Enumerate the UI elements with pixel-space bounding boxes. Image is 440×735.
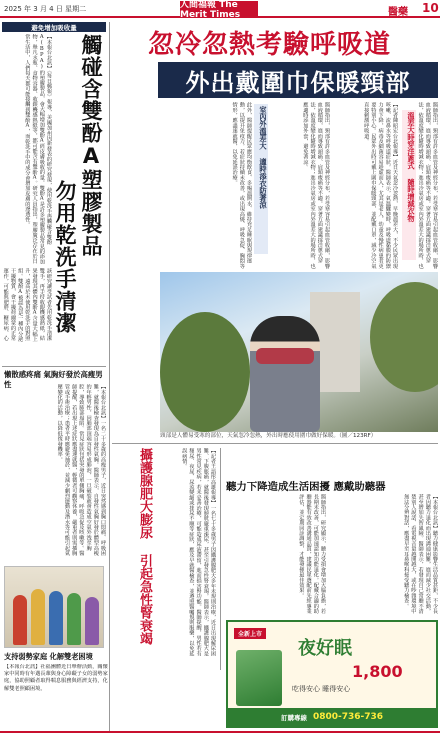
left-kicker: 避免增加吸收量 [31,23,77,32]
ad-title: 夜好眠 [298,638,352,659]
hearing-body-1: 【本報台北訊】聽力健康影響生活品質甚鉅，不少長者因聽力退化而出現溝通困難，進而減少社交活動，甚至增加失智風險。醫師表示，若發現自己常聽不清楚別人說話、看電視音量越開越大，或在吵雜環境中無法分辨對話，應盡早至耳鼻喉科接受聽力檢查。 [403,494,438,614]
person-figure [31,589,45,645]
prostate-headline: 攝護腺肥大膨尿 引起急性腎衰竭 [137,448,152,645]
person-figure [13,595,27,645]
advertisement [226,620,438,728]
main-subhead-1: 溫差大時穿洋蔥式 隨時增減衣物 [402,110,416,260]
ad-phone-label: 訂購專線 [280,713,307,722]
ad-price: 1,800 [352,662,403,681]
main-body-2: 醫師指出，頸部有許多血管及神經分布，若受寒容易引起血管收縮，影響血液循環，進而導致頭痛、肩頸痠痛等不適。穿著方面建議採洋蔥式穿法，依溫度變化隨時增減衣物；進出冷氣房或室內外溫差大的場所時，也應適時添加外套，避免著涼。 [302,102,330,269]
main-body-1b: 醫師指出，頸部有許多血管及神經分布，若受寒容易引起血管收縮，影響血液循環，進而導致頭痛、肩頸痠痛等不適。穿著方面建議採洋蔥式穿法，依溫度變化隨時增減衣物；進出冷氣房或室內外溫差大的場所時，也 [418,102,438,269]
left-lead: 【本報台北訊】《每日郵報》報導，美國加州因新發表的研究發現，使用乾洗手再觸碰含雙酚A(BPA)的塑膠製品，會大幅增加雙酚A經皮膚吸收的量。雙酚A是許多塑膠製品常見的添加物，舉凡水瓶、食物容器、收銀機感熱紙等，都可能含有雙酚A。研究人員指出，塑膠廣泛存在於日常生活中，人們每天都可能接觸到雙酚A，而乾洗手中的成分會增加皮膚的滲透性。 [24,34,52,264]
photo-left-headline: 支持弱勢家庭 化解雙老困境 [4,652,93,661]
photo-left-body: 【本報台北訊】社福團體近日舉辦活動，關懷家中同時有年邁長輩與身心障礙子女的弱勢家庭，協助照顧者取得喘息服務與經濟支持，化解雙老照顧困境。 [4,664,108,692]
left-headline-1: 觸碰含雙酚A塑膠製品 [79,34,103,257]
main-headline-1: 忽冷忽熱考驗呼吸道 [148,30,392,60]
main-photo-caption: 頸部是人體易受寒的部位，天氣忽冷忽熱，外出時應使用圍巾做好保暖。（圖／123RF） [160,433,377,439]
main-headline-2: 外出戴圍巾保暖頸部 [185,68,411,97]
column-divider [109,22,110,732]
left-headline-2: 勿用乾洗手清潔 [53,180,77,334]
mid-headline: 懶散感疼痛 氣胸好發於高瘦男性 [4,370,103,389]
ad-top-label: 全新上市 [234,628,266,639]
section-divider [112,443,438,444]
prostate-body: 【記者王語彤高雄報導】一名七十多歲男子因攝護腺肥大多年未規則治療，近日出現解尿困難、下腹脹痛，就醫後發現膀胱嚴重漲尿，甚至引發急性腎衰竭。醫師表示，攝護腺肥大是男性常見疾病，若未妥善治療，可能造成尿液滯留，進而損害腎功能。醫師提醒，男性若有頻尿、夜尿、尿流變細或排尿不順等症狀，應及早就醫檢查，並遵照醫囑規則服藥，以免延誤病情。 [181,448,216,656]
prostate-divider [220,448,221,670]
scarf-shape [256,348,314,364]
ad-tagline: 吃得安心 睡得安心 [292,685,351,693]
woman-figure [250,316,320,432]
group-photo [4,566,104,648]
person-figure [49,591,63,645]
person-figure [85,597,99,645]
footer-rule [0,731,440,733]
issue-date: 2025 年 3 月 4 日 星期二 [4,5,87,13]
main-body-1: 【記者陳昭宏台北報導】近日天氣忽冷忽熱，早晚溫差大，不少民眾出現咳嗽、流鼻水等呼吸道症狀。醫師表示，氣溫驟變時，呼吸道黏膜的防禦力會下降，病毒及細菌容易趁虛而入，尤其是老人、幼童及慢性病患者更要特別小心。民眾外出時可戴上圍巾保暖頸部，並配戴口罩，減少冷空氣直接刺激呼吸道。 [363,102,398,269]
kicker-bar [2,22,106,32]
newspaper-logo: 人間福報 The Merit Times [180,1,258,16]
main-subhead-2: 室內外溫差大 適時添衣防著涼 [254,104,268,254]
left-body-2: 該研究讓受試者先用乾洗手清潔雙手，再手持收銀機感熱紙，結果發現其體內雙酚A含量大幅上升，遠高於未使用乾洗手的對照組。雙酚A被認為是一種內分泌干擾物質，會干擾荷爾蒙的正常運作，可能與肥胖、糖尿病、心 [2,268,52,342]
ad-phone-band [228,708,436,726]
main-photo-woman-scarf [160,272,438,432]
main-headline-2-band [158,62,438,98]
person-figure [67,593,81,645]
mid-body: 【本報台北訊】一名二十多歲的高瘦男子，近日突然感到胸口悶痛、呼吸困難，就醫後檢查發現為自發性氣胸。醫師表示，自發性氣胸好發於體型高瘦的年輕男性，因肺部頂端容易形成肺泡，一旦破裂就會造成空氣外洩至胸腔，導致肺部塌陷。常見症狀包括突發的單側胸痛、呼吸急促及咳嗽等。醫師提醒，若出現上述症狀應盡速就醫，輕微者可觀察休養，嚴重者則需插胸管或手術治療；患者平時應避免抽菸，並減少劇烈運動及潛水等可能引起氣壓變化的活動，以降低復發機率。 [56,384,106,556]
tree-shape [370,282,438,392]
section-name: 醫藥 [388,7,408,18]
tree-shape [160,312,250,432]
hearing-headline: 聽力下降造成生活困擾 應戴助聽器 [226,481,386,493]
ad-phone-number: 0800-736-736 [312,712,384,722]
hearing-body-2: 醫師指出，研究顯示，聽力受損會增加大腦負擔，若長期未改善，可能加速認知功能退化。配戴合適的助聽器能有效改善溝通品質，建議民眾選配前先經專業評估，並定期回診調整，才能發揮最佳效果。 [298,494,326,614]
ad-product-box [236,650,282,706]
main-body-3: 此外，醫師提醒民眾應均衡飲食、多喝溫開水、維持充足睡眠與規律運動，以提升免疫力。若症狀持續未改善，或出現高燒、呼吸急促、胸悶等情形，應盡速就醫，以免延誤治療。 [231,102,252,269]
page-number: 10 [422,1,439,15]
left-section-divider [2,366,106,367]
